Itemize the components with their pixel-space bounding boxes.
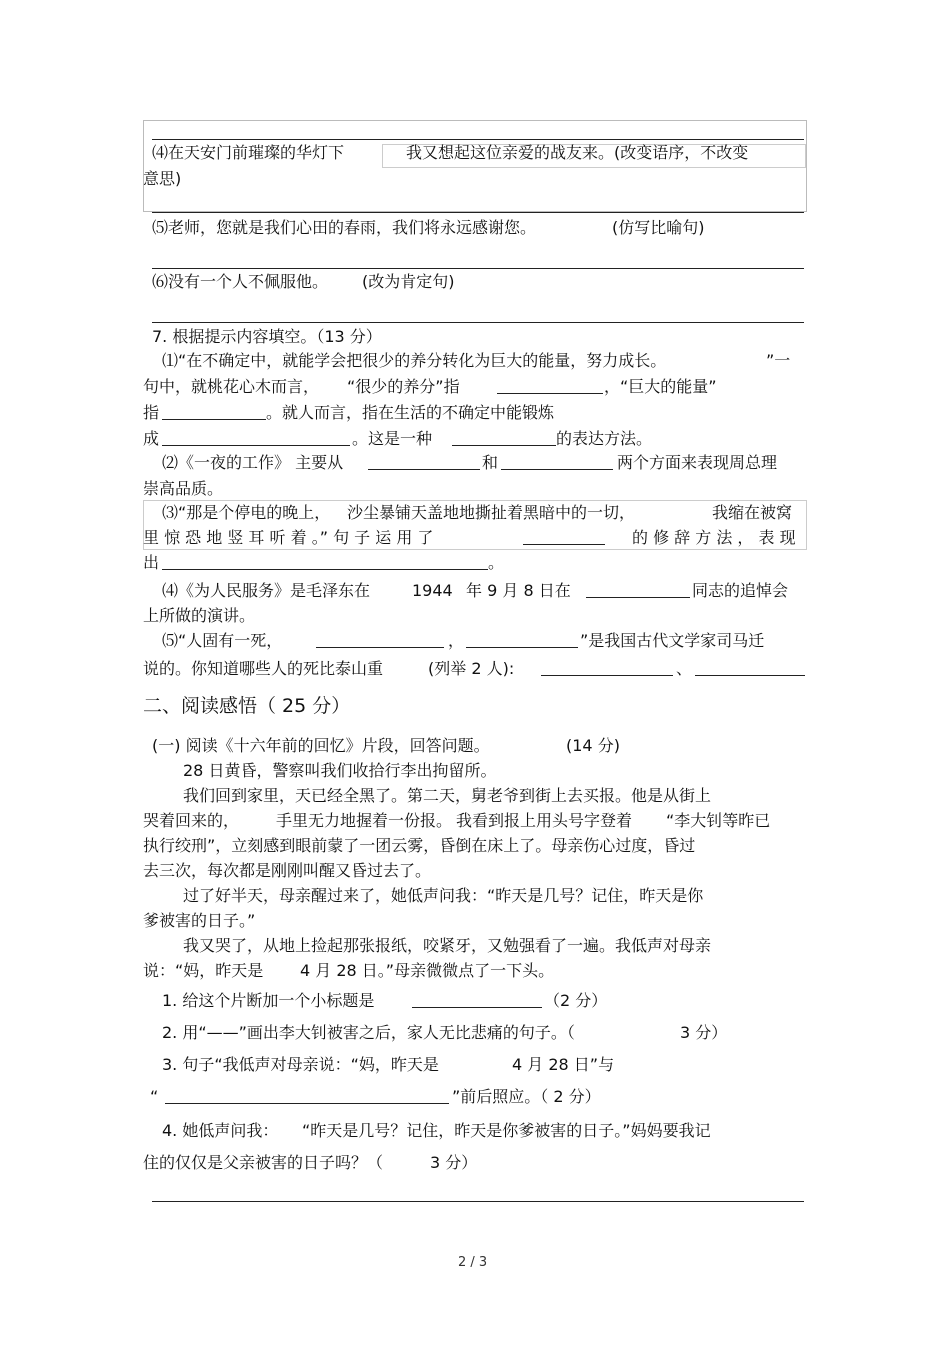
q7-1-c2: 。就人而言，指在生活的不确定中能锻炼 [266, 403, 555, 422]
q7-1-b3: ，“巨大的能量” [604, 377, 717, 396]
q7-3-c: 我缩在被窝 [712, 503, 793, 522]
passage-p2a: 我们回到家里，天已经全黑了。第二天，舅老爷到街上去买报。他是从街上 [183, 786, 712, 805]
answer-blank[interactable] [412, 991, 542, 1008]
q7-1-b1: 句中，就桃花心木而言， [143, 377, 320, 396]
answer-blank[interactable] [541, 659, 673, 676]
answer-blank[interactable] [501, 453, 613, 470]
passage-p2b1: 哭着回来的， [143, 811, 240, 830]
passage-p3a: 过了好半天，母亲醒过来了，她低声问我：“昨天是几号？记住，昨天是你 [183, 886, 704, 905]
q7-5-f: 、 [676, 659, 693, 678]
reading-title: (一) 阅读《十六年前的回忆》片段，回答问题。 [152, 736, 490, 755]
q7-3-g: 。 [488, 553, 505, 572]
passage-p2c: 执行绞刑”，立刻感到眼前蒙了一团云雾，昏倒在床上了。母亲伤心过度，昏过 [143, 836, 696, 855]
q7-3-f: 出 [143, 553, 160, 572]
answer-blank[interactable] [316, 631, 444, 648]
rq2-text: 2. 用“——”画出李大钊被害之后，家人无比悲痛的句子。（ [162, 1023, 575, 1042]
answer-blank[interactable] [162, 403, 266, 420]
answer-blank[interactable] [586, 581, 690, 598]
q7-1-b2: “很少的养分”指 [347, 377, 460, 396]
q7-2-c: 两个方面来表现周总理 [617, 453, 778, 472]
answer-blank[interactable] [165, 1087, 449, 1104]
answer-blank[interactable] [695, 659, 805, 676]
q7-4-c: 年 9 月 8 日在 [466, 581, 571, 600]
answer-line [152, 268, 804, 269]
q7-2-d: 崇高品质。 [143, 479, 224, 498]
q7-1-a2: ”一 [766, 351, 791, 370]
q7-5-a: ⑸“人固有一死， [162, 631, 283, 650]
q7-5-d: 说的。你知道哪些人的死比泰山重 [143, 659, 384, 678]
q7-3-d: 里 惊 恐 地 竖 耳 听 着 。” 句 子 运 用 了 [143, 528, 434, 547]
q7-4-b: 1944 [412, 581, 453, 600]
passage-p3b: 爹被害的日子。” [143, 911, 256, 930]
q7-3-e: 的 修 辞 方 法 ， 表 现 [632, 528, 796, 547]
answer-blank[interactable] [452, 429, 556, 446]
q7-5-e: (列举 2 人): [428, 659, 515, 678]
rq1-text: 1. 给这个片断加一个小标题是 [162, 991, 375, 1010]
rq4-points: 3 分） [430, 1153, 478, 1172]
q4-text-c: 意思) [143, 169, 182, 188]
page-number: 2 / 3 [458, 1255, 488, 1270]
answer-blank[interactable] [523, 528, 605, 545]
passage-p4b2: 4 月 28 日。”母亲微微点了一下头。 [300, 961, 555, 980]
passage-p2b4: “李大钊等昨已 [666, 811, 771, 830]
q7-2-b: 和 [482, 453, 499, 472]
rq3-quote-open: “ [150, 1087, 159, 1106]
rq3-text-b: 4 月 28 日”与 [512, 1055, 615, 1074]
answer-line [152, 1201, 804, 1202]
q7-3-a: ⑶“那是个停电的晚上， [162, 503, 331, 522]
q5-hint: (仿写比喻句) [612, 218, 705, 237]
answer-blank[interactable] [497, 377, 603, 394]
q7-5-b: ， [448, 631, 465, 650]
rq4-text-b: “昨天是几号？记住，昨天是你爹被害的日子。”妈妈要我记 [302, 1121, 711, 1140]
q7-1-d2: 。这是一种 [352, 429, 433, 448]
passage-p2b2: 手里无力地握着一份报。 [276, 811, 453, 830]
q7-5-c: ”是我国古代文学家司马迁 [580, 631, 765, 650]
passage-p1: 28 日黄昏，警察叫我们收拾行李出拘留所。 [183, 761, 497, 780]
answer-blank[interactable] [466, 631, 578, 648]
q7-4-a: ⑷《为人民服务》是毛泽东在 [162, 581, 371, 600]
rq3-text-d: ”前后照应。（ 2 分） [452, 1087, 601, 1106]
answer-blank[interactable] [368, 453, 480, 470]
answer-blank[interactable] [162, 553, 488, 570]
passage-p2d: 去三次，每次都是刚刚叫醒又昏过去了。 [143, 861, 432, 880]
q7-4-d: 同志的追悼会 [692, 581, 789, 600]
section-title: 二、阅读感悟（ 25 分） [143, 695, 351, 717]
q7-1-c1: 指 [143, 403, 160, 422]
q4-text-a: ⑷在天安门前璀璨的华灯下 [152, 143, 345, 162]
q6-text: ⑹没有一个人不佩服他。 [152, 272, 329, 291]
passage-p2b3: 我看到报上用头号字登着 [456, 811, 633, 830]
q4-text-b: 我又想起这位亲爱的战友来。(改变语序，不改变 [406, 143, 749, 162]
q7-1-a: ⑴“在不确定中，就能学会把很少的养分转化为巨大的能量，努力成长。 [162, 351, 667, 370]
reading-points: (14 分) [566, 736, 620, 755]
answer-blank[interactable] [162, 429, 350, 446]
rq2-points: 3 分） [680, 1023, 728, 1042]
q5-text: ⑸老师，您就是我们心田的春雨，我们将永远感谢您。 [152, 218, 537, 237]
q7-4-e: 上所做的演讲。 [143, 606, 256, 625]
q7-1-d3: 的表达方法。 [556, 429, 653, 448]
passage-p4b1: 说：“妈，昨天是 [143, 961, 264, 980]
q7-1-d1: 成 [143, 429, 160, 448]
rq3-text: 3. 句子“我低声对母亲说：“妈，昨天是 [162, 1055, 439, 1074]
rq4-text-a: 4. 她低声问我： [162, 1121, 279, 1140]
answer-line [152, 322, 804, 323]
answer-line [152, 139, 804, 140]
q7-3-b: 沙尘暴铺天盖地地撕扯着黑暗中的一切， [347, 503, 636, 522]
q6-hint: (改为肯定句) [362, 272, 455, 291]
passage-p4a: 我又哭了，从地上捡起那张报纸，咬紧牙，又勉强看了一遍。我低声对母亲 [183, 936, 712, 955]
q7-title: 7. 根据提示内容填空。（13 分） [152, 327, 382, 346]
answer-line [152, 212, 804, 213]
q7-2-a: ⑵《一夜的工作》 主要从 [162, 453, 344, 472]
rq1-points: （2 分） [544, 991, 608, 1010]
rq4-text-c: 住的仅仅是父亲被害的日子吗？（ [143, 1153, 384, 1172]
